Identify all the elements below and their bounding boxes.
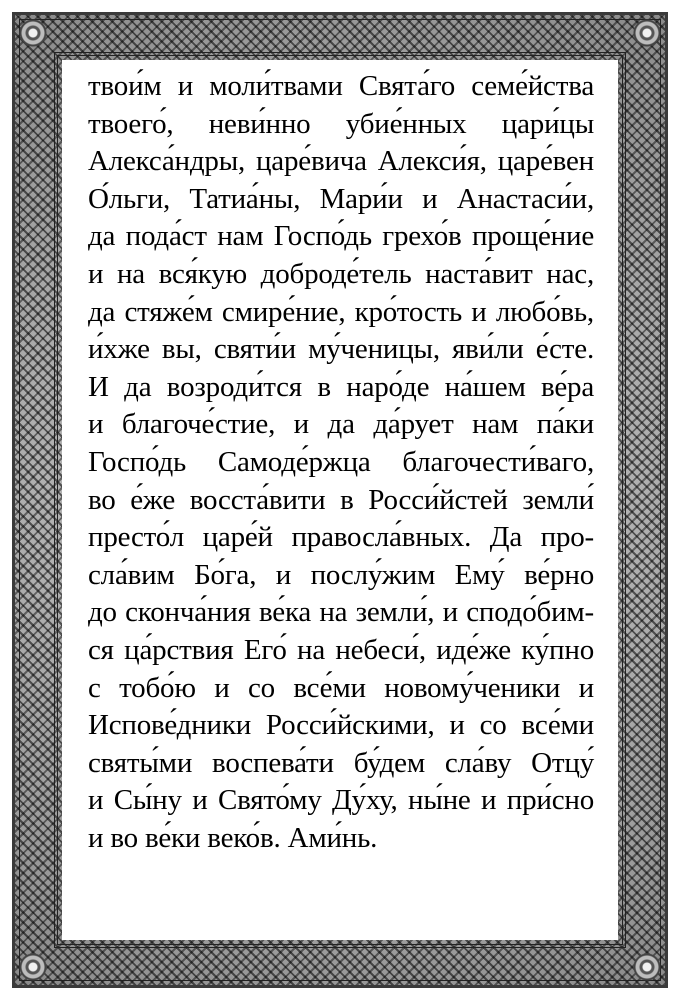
text-line: престо́л царе́й правосла́вных. Да про- xyxy=(88,521,594,554)
prayer-text xyxy=(88,68,594,857)
text-line: святы́ми воспева́ти бу́дем сла́ву Отцу́ xyxy=(88,746,594,779)
text-line: сла́вим Бо́га, и послу́жим Ему́ ве́рно xyxy=(88,558,594,591)
text-line: твоего́, неви́нно убие́нных цари́цы xyxy=(88,107,594,140)
text-line: и благоче́стие, и да да́рует нам па́ки xyxy=(88,408,594,441)
corner-rosette-icon xyxy=(630,16,664,50)
text-line: и во ве́ки веко́в. Ами́нь. xyxy=(88,821,378,854)
text-line: О́льги, Татиа́ны, Мари́и и Анастаси́и, xyxy=(88,182,594,215)
corner-rosette-icon xyxy=(16,950,50,984)
text-line: Испове́дники Росси́йскими, и со все́ми xyxy=(88,709,594,742)
text-line: и на вся́кую доброде́тель наста́вит нас, xyxy=(88,257,594,290)
corner-rosette-icon xyxy=(16,16,50,50)
text-line: до сконча́ния ве́ка на земли́, и сподо́бим- xyxy=(88,596,594,629)
text-line: и Сы́ну и Свято́му Ду́ху, ны́не и при́сно xyxy=(88,784,594,817)
text-line: и́хже вы, святи́и му́ченицы, яви́ли е́сте. xyxy=(88,333,594,366)
text-line: Госпо́дь Самоде́ржца благочести́ваго, xyxy=(88,445,594,478)
text-line: да стяже́м смире́ние, кро́тость и любо́вь, xyxy=(88,295,594,328)
text-line: с тобо́ю и со все́ми новому́ченики и xyxy=(88,671,594,704)
text-line: Алекса́ндры, царе́вича Алекси́я, царе́вен xyxy=(88,145,594,178)
text-line: да пода́ст нам Госпо́дь грехо́в проще́ние xyxy=(88,220,594,253)
corner-rosette-icon xyxy=(630,950,664,984)
text-line: во е́же восста́вити в Росси́йстей земли́ xyxy=(88,483,594,516)
text-line: твои́м и моли́твами Свята́го семе́йства xyxy=(88,70,594,102)
text-line: ся ца́рствия Его́ на небеси́, иде́же ку́пно xyxy=(88,633,594,666)
text-line: И да возроди́тся в наро́де на́шем ве́ра xyxy=(88,370,594,403)
